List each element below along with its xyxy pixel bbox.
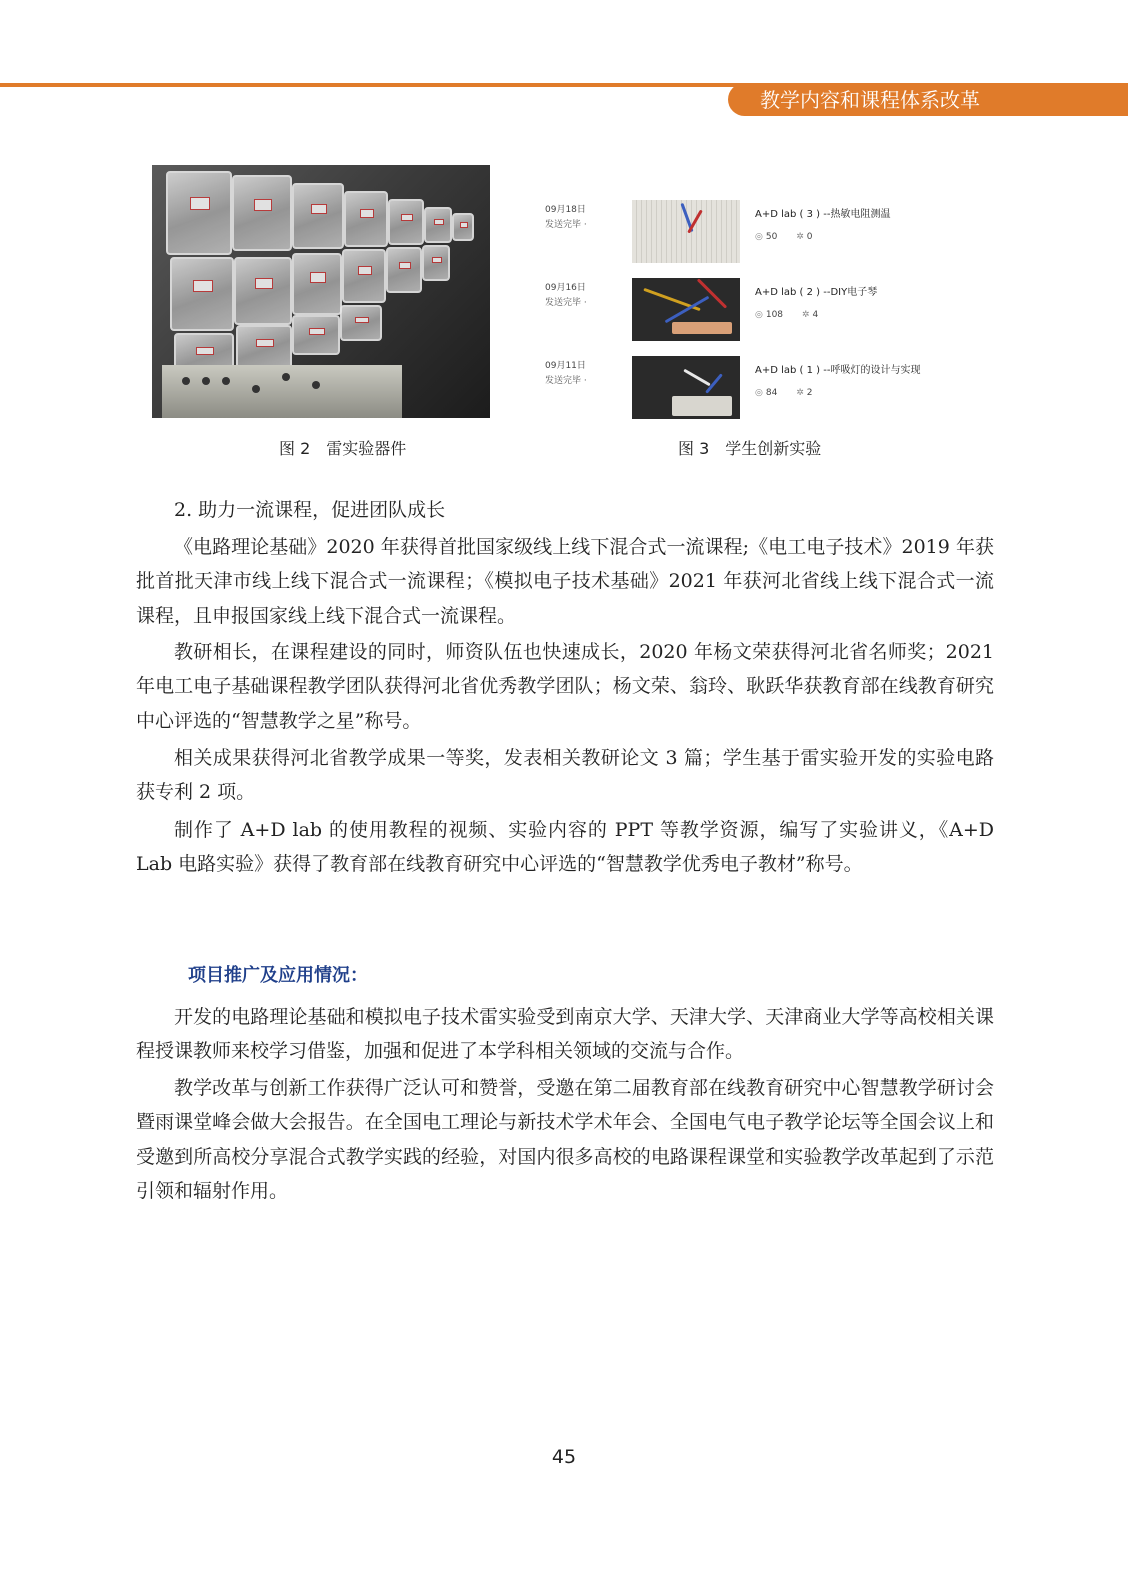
- item-title[interactable]: A+D lab ( 2 ) --DIY电子琴: [755, 287, 878, 298]
- list-item[interactable]: [540, 190, 960, 260]
- item-status: 发送完毕 ·: [545, 220, 587, 230]
- experiment-list: [540, 190, 960, 430]
- paragraph-achievements: 相关成果获得河北省教学成果一等奖，发表相关教研论文 3 篇；学生基于雷实验开发的实验电路获专利 2 项。: [136, 747, 994, 804]
- eye-icon: ◎: [755, 388, 763, 398]
- item-stats: [755, 232, 828, 242]
- likes-count: 0: [806, 232, 813, 242]
- chapter-title: 教学内容和课程体系改革: [760, 88, 980, 112]
- item-thumbnail[interactable]: [632, 200, 740, 263]
- paragraph-team: 教研相长，在课程建设的同时，师资队伍也快速成长，2020 年杨文荣获得河北省名师奖；2021 年电工电子基础课程教学团队获得河北省优秀教学团队；杨文荣、翁玲、耿跃华获教育部在线教育研究中心评选的“智慧教学之星”称号。: [136, 641, 994, 732]
- item-title[interactable]: A+D lab ( 3 ) --热敏电阻测温: [755, 209, 891, 220]
- subsection-heading: 2. 助力一流课程，促进团队成长: [174, 499, 446, 521]
- figure-3-caption: 图 3 学生创新实验: [678, 439, 822, 458]
- item-thumbnail[interactable]: [632, 356, 740, 419]
- list-item[interactable]: [540, 346, 960, 416]
- like-icon: ✲: [801, 310, 810, 320]
- item-thumbnail[interactable]: [632, 278, 740, 341]
- item-status: 发送完毕 ·: [545, 298, 587, 308]
- item-title[interactable]: A+D lab ( 1 ) --呼吸灯的设计与实现: [755, 365, 921, 376]
- likes-count: 4: [812, 310, 819, 320]
- paragraph-courses: 《电路理论基础》2020 年获得首批国家级线上线下混合式一流课程;《电工电子技术》2019 年获批首批天津市线上线下混合式一流课程；《模拟电子技术基础》2021 年获河北省线上线下混合式一流课程，且申报国家线上线下混合式一流课程。: [136, 536, 994, 627]
- item-status: 发送完毕 ·: [545, 376, 587, 386]
- eye-icon: ◎: [755, 232, 763, 242]
- like-icon: ✲: [796, 232, 804, 242]
- list-item[interactable]: [540, 268, 960, 338]
- paragraph-recognition: 教学改革与创新工作获得广泛认可和赞誉，受邀在第二届教育部在线教育研究中心智慧教学研讨会暨雨课堂峰会做大会报告。在全国电工理论与新技术学术年会、全国电气电子教学论坛等全国会议上和受邀到所高校分享混合式教学实践的经验，对国内很多高校的电路课程课堂和实验教学改革起到了示范引领和辐射作用。: [136, 1077, 994, 1203]
- item-date: 09月11日: [545, 361, 586, 371]
- likes-count: 2: [806, 388, 813, 398]
- figure-2-caption: 图 2 雷实验器件: [279, 439, 407, 458]
- views-count: 84: [765, 388, 778, 398]
- views-count: 108: [765, 310, 784, 320]
- like-icon: ✲: [796, 388, 804, 398]
- item-stats: [755, 388, 828, 398]
- page-number: 45: [551, 1446, 577, 1468]
- item-date: 09月16日: [545, 283, 586, 293]
- paragraph-promotion: 开发的电路理论基础和模拟电子技术雷实验受到南京大学、天津大学、天津商业大学等高校相关课程授课教师来校学习借鉴，加强和促进了本学科相关领域的交流与合作。: [136, 1006, 994, 1063]
- item-date: 09月18日: [545, 205, 586, 215]
- views-count: 50: [765, 232, 778, 242]
- paragraph-resources: 制作了 A+D lab 的使用教程的视频、实验内容的 PPT 等教学资源，编写了实验讲义，《A+D Lab 电路实验》获得了教育部在线教育研究中心评选的“智慧教学优秀电子教材”称号。: [136, 819, 994, 876]
- item-stats: [755, 310, 834, 320]
- eye-icon: ◎: [755, 310, 763, 320]
- section-heading: 项目推广及应用情况：: [188, 965, 368, 986]
- lab-components-photo: [152, 165, 490, 418]
